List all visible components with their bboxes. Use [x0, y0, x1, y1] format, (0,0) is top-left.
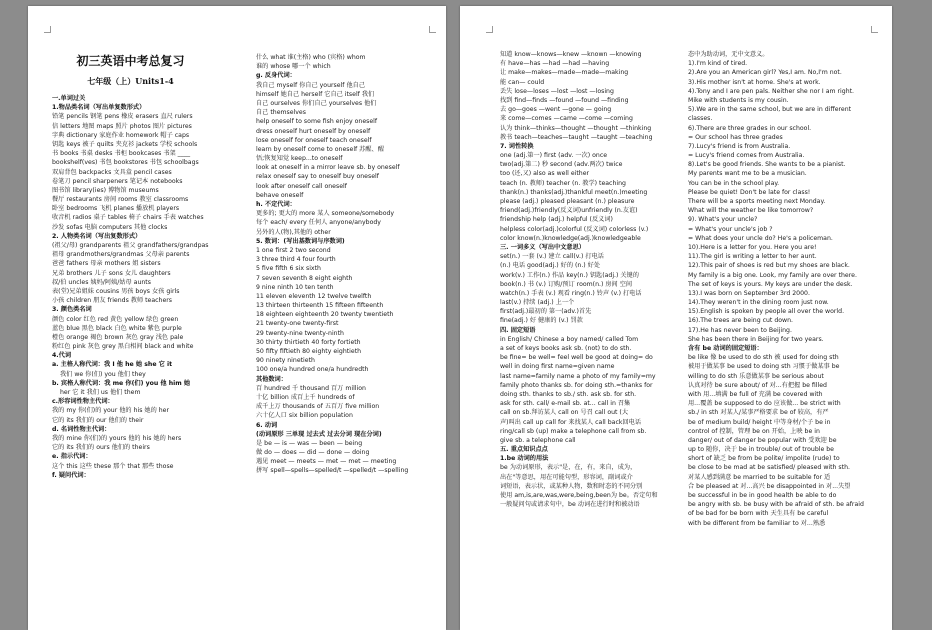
text-line: 4).Tony and I are pen pals. Neither she nor I am right. [688, 87, 855, 95]
text-line: 更多的; 更大的 more 某人 someone/somebody [256, 210, 395, 218]
text-line: ask for sth. call/ e-mail sb. at... call in 召集 [500, 400, 631, 408]
document-subtitle: 七年级（上）Units1-4 [87, 76, 174, 86]
text-line: 出在"等意思，用在可能句型，形容词，副词或介 [500, 473, 633, 481]
text-line: 颜色 color 红色 red 黄色 yellow 绿色 green [52, 315, 179, 323]
text-line: 遇见 meet — meets — met — met — meeting [256, 458, 397, 466]
text-line: 铅笔 pencils 钢笔 pens 橡皮 erasers 直尺 rulers [52, 113, 193, 121]
text-line: be fine= be well= feel well be good at doing= do [500, 354, 653, 362]
text-line: 什么 what 谁(主格) who (宾格) whom [256, 54, 366, 61]
text-line: 合 be pleased at 对...高兴 be disappointed in 对...失望 [688, 482, 851, 490]
text-line: 1 one first 2 two second [256, 246, 331, 254]
text-line: learn by oneself come to oneself 苏醒、醒 [256, 145, 384, 153]
section-heading: 三. 一词多义（写出中文意思） [500, 243, 585, 251]
text-line: classes. [688, 115, 713, 123]
text-line: color know(n.)knowledge(adj.)knowledgeable [500, 234, 641, 242]
text-line: 去 go—goes —went —gone — going [500, 106, 612, 114]
text-line: Mike with students is my cousin. [688, 96, 789, 104]
section-heading: 5. 数词：(写出基数词与序数词) [256, 237, 345, 245]
text-line: 收音机 radios 桌子 tables 椅子 chairs 手表 watches [52, 214, 204, 222]
text-line: 3).His mother isn't at home. She's at work. [688, 78, 821, 86]
text-line: 9). What's your uncle? [688, 216, 758, 224]
text-line: 7).Lucy's friend is from Australia. [688, 142, 791, 150]
section-heading: 五. 重点知识点点 [500, 446, 548, 454]
text-line: 声)叫出 call up call for 来找某人 call back回电话 [500, 418, 642, 426]
text-line: My family is a big one. Look, my family are over there. [688, 271, 857, 279]
text-line: 5 five fifth 6 six sixth [256, 265, 321, 273]
section-heading: 3. 颜色类名词 [52, 306, 92, 314]
text-line: in English/ Chinese a boy named/ called Tom [500, 335, 639, 343]
text-line: 一般疑问句或请求句中，be 动词在进行时和被动语 [500, 501, 640, 509]
text-line: There will be a sports meeting next Monday. [688, 198, 826, 205]
section-heading: 一.单词过关 [52, 95, 86, 102]
text-line: 能 can— could [500, 78, 545, 86]
text-line: 16).The trees are being cut down. [688, 317, 793, 325]
text-line: himself 她自己 herself 它自己 itself 我们 [256, 90, 375, 98]
text-line: My parents want me to be a musician. [688, 170, 807, 178]
text-line: 自己 ourselves 你们自己 yourselves 他们 [256, 99, 377, 107]
text-line: = Lucy's friend comes from Australia. [688, 152, 805, 160]
text-line: up to 随你，决于 be in trouble/ out of trouble be [688, 446, 834, 454]
text-line: 17).He has never been to Beijing. [688, 326, 792, 334]
text-line: 丢失 lose—loses —lost —lost —losing [500, 87, 614, 95]
text-line: her 它 it 我们 us 他们 them [60, 389, 141, 396]
text-line: 15).English is spoken by people all over the world. [688, 308, 845, 316]
text-line: 图书馆 library(ies) 博物馆 museums [52, 186, 159, 194]
text-line: work(v.) 工作(n.) 作品 key(n.) 钥匙(adj.) 关键的 [500, 271, 639, 279]
text-line: 14).They weren't in the dining room just now. [688, 299, 829, 307]
text-line: 12).This pair of shoes is red but my shoes are black. [688, 262, 850, 270]
text-line: = What's your uncle's job ? [688, 225, 773, 233]
text-line: 成千上万 thousands of 五百万 five million [256, 403, 380, 411]
section-heading: 7. 词性转换 [500, 142, 534, 150]
text-line: 词短语，表示状，或某种人物，数和时态的不同分别 [500, 482, 643, 490]
page-left [28, 6, 446, 630]
text-line: 来 come—comes —came —come —coming [500, 115, 633, 123]
crop-mark-top-right [871, 26, 878, 33]
right-column-1 [500, 50, 690, 509]
text-line: 6).There are three grades in our school. [688, 124, 812, 132]
text-line: 橙色 orange 褐色 brown 灰色 gray 浅色 pale [52, 333, 184, 341]
text-line: be 为动词原形，表示"是，在，有，来自，成为， [500, 464, 637, 472]
text-line: be of medium build/ height 中等身材/个子 be in [688, 418, 831, 426]
text-line: 使用 am,is,are,was,were,being,been为 be。否定句和 [500, 492, 658, 499]
text-line: 让 make—makes—made—made—making [500, 69, 629, 77]
text-line: She has been there in Beijing for two years. [688, 335, 824, 343]
section-heading: 其他数词： [256, 375, 287, 383]
text-line: 态中为助动词，无中文意义。 [688, 51, 769, 58]
text-line: watch(n.) 手表 (v.) 观看 ring(n.) 铃声 (v.) 打电话 [500, 289, 642, 297]
text-line: 13 thirteen thirteenth 15 fifteen fifteenth [256, 302, 384, 310]
text-line: 我的 my 你(们)的 your 他的 his 她的 her [52, 407, 170, 415]
text-line: book(n.) 书 (v.) 订购/预订 room(n.) 房间 空间 [500, 280, 633, 288]
text-line: 小孩 children 朋友 friends 教师 teachers [52, 297, 173, 305]
text-line: a set of keys books ask sb. (not) to do sth. [500, 345, 632, 352]
text-line: 10).Here is a letter for you. Here you are! [688, 243, 817, 251]
text-line: 对某人感到满意 be married to be suitable for 适 [688, 473, 831, 481]
text-line: friend(adj.)friendly(反义词)unfriendly (n.友谊) [500, 207, 638, 215]
section-heading: 1.be 动词的用法 [500, 455, 549, 463]
section-heading: a. 主格人称代词：我 I 他 he 她 she 它 it [52, 361, 173, 369]
text-line: ring/call sb (up) make a telephone call from sb. [500, 427, 647, 435]
text-line: The set of keys is yours. My keys are under the desk. [688, 280, 853, 288]
section-heading: 2. 人物类名词（写出复数形式） [52, 232, 142, 240]
text-line: 悟;恢复知觉 keep...to oneself [256, 155, 343, 163]
text-line: 认为 think—thinks—thought —thought —thinking [500, 124, 652, 132]
text-line: be like 像 be used to do sth 被 used for doing sth [688, 354, 839, 362]
text-line: 找到 find—finds —found —found —finding [500, 96, 629, 104]
right-column-2 [688, 50, 888, 528]
text-line: 我的 mine 你(们)的 yours 他的 his 她的 hers [52, 434, 182, 442]
text-line: 卧室 bedrooms 飞机 planes 播放机 players [52, 205, 180, 213]
text-line: family photo thanks sb. for doing sth.=thanks for [500, 381, 653, 389]
text-line: 叔/伯 uncles 姨妈/阿姨/姑母 aunts [52, 278, 151, 286]
text-line: 这个 this 这些 these 那个 that 那些 those [52, 462, 174, 470]
text-line: 13).I was born on September 3rd 2000. [688, 289, 810, 297]
section-heading: 含有 be 动词的固定短语： [688, 345, 763, 352]
text-line: set(n.) 一套 (v.) 建立 call(v.) 打电话 [500, 253, 604, 261]
text-line: be close to be mad at be satisfied/ pleased with sth. [688, 464, 850, 472]
text-line: of be bad for be born with 天生具有 be careful [688, 510, 829, 518]
text-line: 蓝色 blue 黑色 black 白色 white 紫色 purple [52, 324, 182, 332]
text-line: 被用于做某事 be used to doing sth 习惯于做某事 be [688, 363, 840, 371]
text-line: 兄弟 brothers 儿子 sons 女儿 daughters [52, 269, 171, 277]
section-heading: f. 疑问代词： [52, 471, 90, 479]
text-line: danger/ out of danger be popular with 受欢迎 be [688, 436, 837, 444]
text-line: 另外的人(物),其他的 other [256, 228, 331, 236]
text-line: control of 控制，管理 be on 开始，上映 be in [688, 427, 820, 435]
text-line: 2).Are you an American girl? Yes,I am. No,I'm not. [688, 69, 842, 77]
section-heading: c.形容词性物主代词： [52, 398, 114, 406]
text-line: doing sth. thanks to sb./ sth. ask sb. for sth. [500, 390, 637, 398]
section-heading: 四. 固定短语 [500, 326, 536, 334]
text-line: first(adj.)最初的 第一(adv.)首先 [500, 308, 592, 316]
text-line: sb./ in sth 对某人/某事严格要求 be of 较高，有严 [688, 409, 829, 417]
text-line: one (adj.第一) first (adv. 一次) once [500, 152, 608, 160]
text-line: with 用...填满 be full of 充满 be covered with [688, 390, 823, 398]
text-line: helpless color(adj.)colorful (反义词) colorless (v.) [500, 225, 649, 233]
text-line: call on sb.拜访某人 call on 号召 call out (大 [500, 409, 629, 417]
text-line: teach (n. 教师) teacher (n. 教学) teaching [500, 179, 626, 187]
text-line: 9 nine ninth 10 ten tenth [256, 283, 334, 291]
left-column-2 [256, 53, 442, 476]
text-line: give sb. a telephone call [500, 436, 576, 444]
text-line: 自己 themselves [256, 109, 306, 117]
text-line: 3 three third 4 four fourth [256, 256, 336, 264]
text-line: 我们 we 你(们) you 他们 they [60, 370, 146, 378]
text-line: be angry with sb. be busy with be afraid of sth. be afraid [688, 501, 864, 509]
text-line: well in doing first name=given name [500, 363, 615, 371]
text-line: 它的 its 我们的 ours 他们的 theirs [52, 444, 150, 452]
text-line: = Our school has three grades [688, 133, 783, 141]
section-heading: (动词原形 三单现 过去式 过去分词 现在分词) [256, 430, 382, 438]
section-heading: 6. 动词 [256, 421, 278, 429]
text-line: lose oneself for oneself teach oneself [256, 136, 372, 144]
text-line: 字典 dictionary 家庭作业 homework 帽子 caps [52, 131, 190, 139]
text-line: 谁的 whose 哪一个 which [256, 63, 331, 71]
text-line: dress oneself hurt oneself by oneself [256, 127, 371, 135]
text-line: 90 ninety ninetieth [256, 357, 315, 365]
text-line: short of 缺乏 be from be polite/ impolite (rude) to [688, 455, 840, 463]
document-title: 初三英语中考总复习 [76, 54, 185, 68]
section-heading: 4.代词 [52, 352, 72, 360]
text-line: 7 seven seventh 8 eight eighth [256, 274, 353, 282]
section-heading: b. 宾格人称代词：我 me 你(们) you 他 him 她 [52, 379, 191, 387]
text-line: 1).I'm kind of tired. [688, 60, 748, 68]
text-line: 祖母 grandmothers/grandmas 父母亲 parents [52, 251, 190, 259]
text-line: 100 one/a hundred one/a hundredth [256, 366, 369, 374]
text-line: please (adj.) pleased pleasant (n.) pleasure [500, 198, 635, 205]
text-line: 做 do — does — did — done — doing [256, 449, 370, 457]
text-line: 粉红色 pink 灰色 grey 黑白相间 black and white [52, 343, 194, 351]
text-line: 十亿 billion 成百上千 hundreds of [256, 393, 355, 401]
text-line: relax oneself say to oneself buy oneself [256, 173, 379, 181]
text-line: friendship help (adj.) helpful (反义词) [500, 216, 613, 224]
text-line: 知道 know—knows—knew —known —knowing [500, 51, 642, 58]
text-line: bookshelf(ves) 书包 bookstores 书包 schoolbags [52, 159, 199, 167]
text-line: look after oneself call oneself [256, 182, 347, 190]
text-line: 卷笔刀 pencil sharpeners 笔记本 notebooks [52, 177, 183, 185]
text-line: Please be quiet! Don't be late for class! [688, 188, 811, 196]
text-line: thank(n.) thanks(adj.)thankful meet(n.)meeting [500, 188, 648, 196]
text-line: too (还,又) also as well either [500, 170, 590, 178]
text-line: 11).The girl is writing a letter to her aunt. [688, 253, 817, 261]
text-line: 六十亿人口 six billion population [256, 412, 353, 420]
text-line: = What does your uncle do? He's a policeman. [688, 234, 833, 242]
text-line: 表(堂)兄弟姐妹 cousins 男孩 boys 女孩 girls [52, 287, 180, 295]
text-line: 双肩背包 backpacks 文具盒 pencil cases [52, 168, 172, 176]
text-line: fine(adj.) 好 健康的 (v.) 罚款 [500, 317, 583, 325]
text-line: be successful in be in good health be able to do [688, 492, 837, 499]
text-line: with be different from be familiar to 对...熟悉 [688, 519, 826, 527]
text-line: 5).We are in the same school, but we are in different [688, 106, 852, 114]
text-line: (祖父/母) grandparents 祖父 grandfathers/grandpas [52, 242, 209, 249]
text-line: 认真对待 be sure about/ of 对...有把握 be filled [688, 381, 827, 389]
text-line: 30 thirty thirtieth 40 forty fortieth [256, 338, 361, 346]
section-heading: h. 不定代词： [256, 201, 296, 208]
text-line: two(adj.第二) 秒 second (adv.两次) twice [500, 161, 623, 169]
section-heading: e. 指示代词： [52, 453, 92, 461]
text-line: 拼写 spell—spells—spelled/t —spelled/t —spelling [256, 467, 409, 475]
text-line: (n.) 电话 good(adj.) 好的 (n.) 好处 [500, 262, 601, 270]
section-heading: g. 反身代词： [256, 72, 296, 80]
text-line: 餐厅 restaurants 房间 rooms 教室 classrooms [52, 196, 189, 204]
text-line: What will the weather be like tomorrow? [688, 207, 814, 215]
text-line: 我自己 myself 你自己 yourself 他自己 [256, 81, 366, 89]
text-line: last name=family name a photo of my family=my [500, 372, 656, 380]
crop-mark-top-left [486, 26, 493, 33]
text-line: willing to do sth 乐意做某事 be serious about [688, 372, 824, 380]
text-line: 50 fifty fiftieth 80 eighty eightieth [256, 348, 362, 355]
section-heading: 1.物品类名词（写出单复数形式） [52, 104, 146, 112]
text-line: 钥匙 keys 被子 quilts 夹克衫 jackets 学校 schools [52, 140, 198, 148]
section-heading: d. 名词性物主代词： [52, 425, 111, 433]
text-line: 18 eighteen eighteenth 20 twenty twentieth [256, 311, 394, 319]
text-line: You can be in the school play. [688, 179, 780, 187]
text-line: 百 hundred 千 thousand 百万 million [256, 384, 366, 392]
crop-mark-top-right [429, 26, 436, 33]
text-line: 用...覆盖 be supposed to do 应该做... be strict with [688, 400, 841, 408]
text-line: 29 twenty-nine twenty-ninth [256, 329, 344, 337]
text-line: 爸爸 fathers 母亲 mothers 姐 sisters [52, 260, 161, 268]
text-line: 信 letters 地图 maps 照片 photos 图片 pictures [52, 122, 192, 130]
text-line: 8).Let's be good friends. She wants to be a pianist. [688, 161, 846, 169]
left-column-1 [52, 94, 244, 480]
text-line: 21 twenty-one twenty-first [256, 320, 339, 328]
text-line: 教书 teach—teaches—taught —taught —teaching [500, 133, 653, 141]
text-line: 每个 each/ every 任何人 anyone/anybody [256, 219, 381, 227]
page-right [460, 6, 892, 630]
text-line: 书 books 书桌 desks 书柜 bookcases 书架 ____ [52, 150, 191, 158]
text-line: 沙发 sofas 电脑 computers 其他 clocks [52, 223, 168, 231]
text-line: help oneself to some fish enjoy oneself [256, 118, 378, 126]
text-line: 它的 its 我们的 our 他们的 their [52, 416, 144, 424]
text-line: 有 have—has —had —had —having [500, 60, 610, 68]
text-line: last(v.) 持续 (adj.) 上一个 [500, 299, 575, 307]
text-line: behave oneself [256, 191, 304, 199]
text-line: look at oneself in a mirror leave sb. by oneself [256, 164, 400, 172]
crop-mark-top-left [44, 26, 51, 33]
text-line: 是 be — is — was — been — being [256, 439, 363, 447]
text-line: 11 eleven eleventh 12 twelve twelfth [256, 292, 372, 300]
